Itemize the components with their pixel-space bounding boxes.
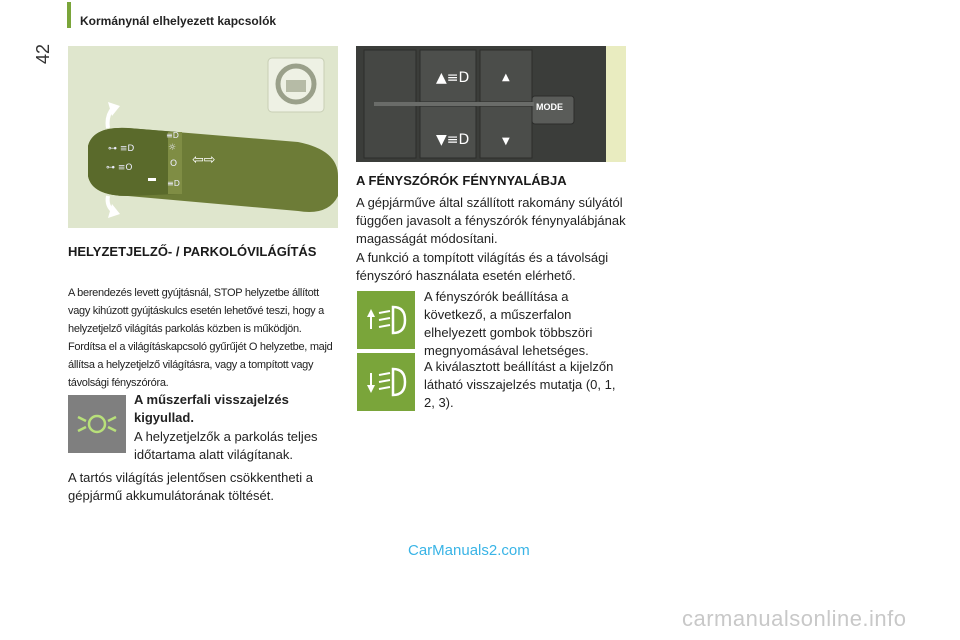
svg-text:☼: ☼ <box>168 143 177 153</box>
watermark-carmanuals2[interactable]: CarManuals2.com <box>408 542 530 559</box>
headlamp-up-icon <box>357 291 415 349</box>
indicator-description: A helyzetjelzők a parkolás teljes időtartama alatt világítanak. <box>134 429 318 462</box>
page-number: 42 <box>33 43 53 64</box>
watermark-carmanualsonline[interactable]: carmanualsonline.info <box>682 606 907 631</box>
svg-text:O: O <box>170 159 178 169</box>
svg-text:≡D: ≡D <box>167 179 180 188</box>
svg-text:⊶ ≡D: ⊶ ≡D <box>108 144 135 154</box>
parking-light-heading: HELYZETJELZŐ- / PARKOLÓVILÁGÍTÁS <box>68 244 317 259</box>
headlamp-para1: A gépjárműve által szállított rakomány súlyától függően javasolt a fényszórók fénynyalábjának magasságát módosítani. <box>356 195 626 246</box>
lighting-stalk-illustration <box>68 46 338 228</box>
battery-note: A tartós világítás jelentősen csökkentheti a gépjármű akkumulátorának töltését. <box>68 470 313 503</box>
indicator-lit-text: A műszerfali visszajelzés kigyullad. <box>134 392 289 425</box>
parking-light-indicator-icon <box>68 395 126 453</box>
headlamp-down-icon <box>357 353 415 411</box>
page-header-title: Kormánynál elhelyezett kapcsolók <box>80 14 277 28</box>
headlamp-para2: A funkció a tompított világítás és a távolsági fényszóró használata esetén elérhető. <box>356 250 609 283</box>
headlamp-display-text: A kiválasztott beállítást a kijelzőn látható visszajelzés mutatja (0, 1, 2, 3). <box>424 359 616 410</box>
svg-text:▼: ▼ <box>502 136 510 147</box>
headlamp-adjust-text: A fényszórók beállítása a következő, a műszerfalon elhelyezett gombok többszöri megnyomásával lehetséges. <box>424 289 593 358</box>
header-accent-bar <box>67 2 71 28</box>
svg-text:≡D: ≡D <box>166 131 179 140</box>
svg-text:▲: ▲ <box>502 72 510 83</box>
headlamp-adjust-buttons-photo <box>356 46 626 162</box>
mode-button-label: MODE <box>536 102 563 112</box>
headlamp-beam-heading: A FÉNYSZÓRÓK FÉNYNYALÁBJA <box>356 173 567 188</box>
svg-text:▲≡D: ▲≡D <box>436 70 470 86</box>
svg-text:⊶ ≡O: ⊶ ≡O <box>106 163 133 173</box>
svg-text:▼≡D: ▼≡D <box>436 132 470 148</box>
svg-text:⇦⇨: ⇦⇨ <box>192 152 216 168</box>
parking-light-para1: A berendezés levett gyújtásnál, STOP helyzetbe állított vagy kihúzott gyújtáskulcs esetén lehetővé teszi, hogy a helyzetjelző világítás parkolás közben is működjön. <box>68 287 324 335</box>
parking-light-para2: Fordítsa el a világításkapcsoló gyűrűjét O helyzetbe, majd állítsa a helyzetjelző világításra, vagy a tompított vagy távolsági fényszóróra. <box>68 341 333 389</box>
